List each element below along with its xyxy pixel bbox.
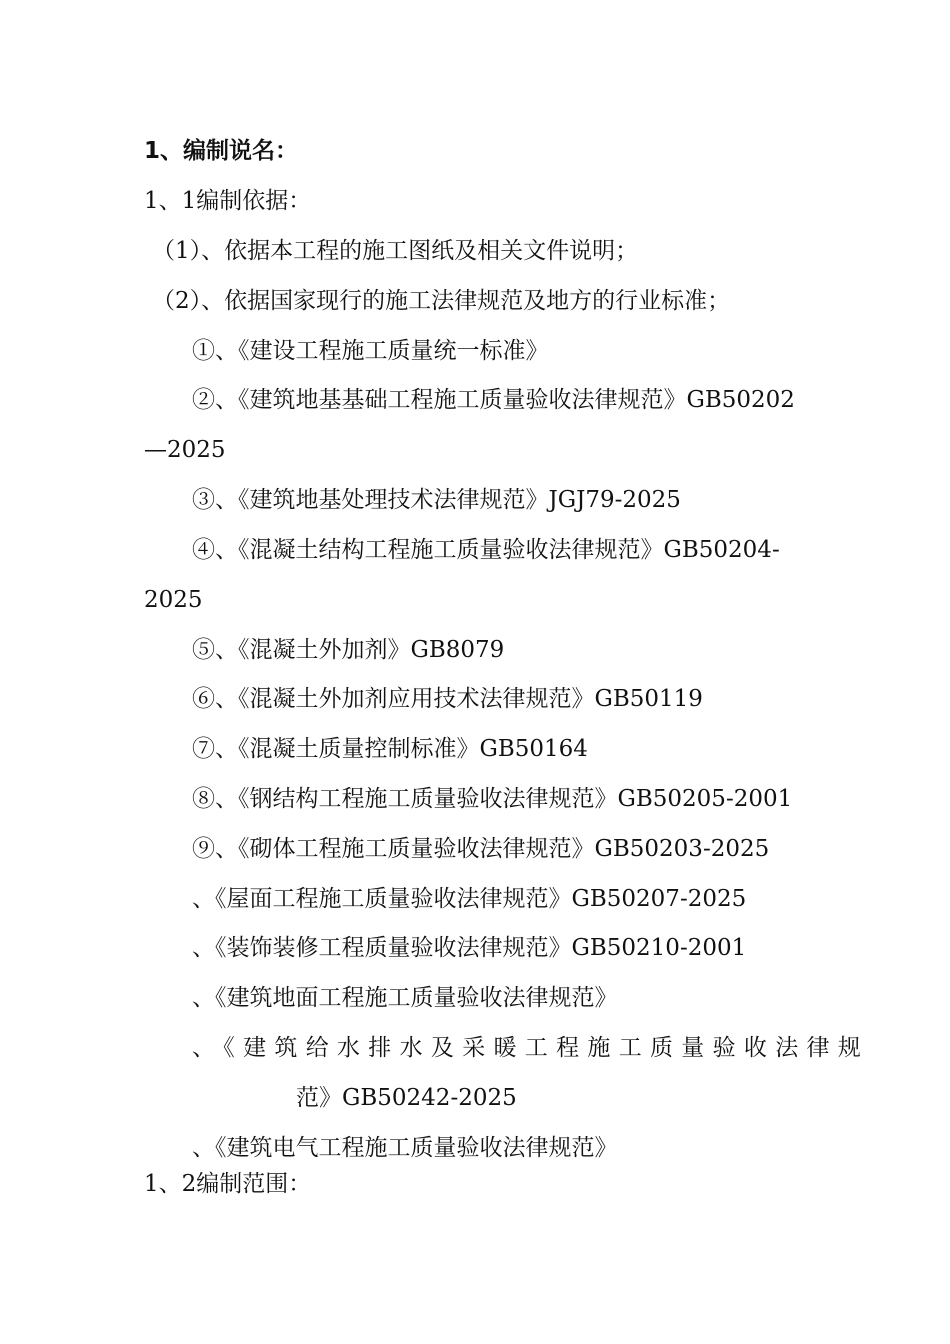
standard-item-13-continuation: 范》GB50242-2025 bbox=[296, 1085, 517, 1111]
section-heading: 1、编制说名： bbox=[144, 138, 299, 164]
standard-item-12: 、《建筑地面工程施工质量验收法律规范》 bbox=[192, 985, 618, 1011]
standard-item-11: 、《装饰装修工程质量验收法律规范》GB50210-2001 bbox=[192, 935, 747, 961]
standard-item-13: 、《建筑给水排水及采暖工程施工质量验收法律规 bbox=[192, 1035, 870, 1061]
standard-item-6: ⑥、《混凝土外加剂应用技术法律规范》GB50119 bbox=[192, 686, 703, 712]
standard-item-2-continuation: —2025 bbox=[144, 437, 226, 463]
standard-item-5: ⑤、《混凝土外加剂》GB8079 bbox=[192, 637, 505, 663]
standard-item-8: ⑧、《钢结构工程施工质量验收法律规范》GB50205-2001 bbox=[192, 786, 793, 812]
basis-title: 1、1编制依据： bbox=[144, 188, 312, 214]
standard-item-3: ③、《建筑地基处理技术法律规范》JGJ79-2025 bbox=[192, 487, 681, 513]
standard-item-7: ⑦、《混凝土质量控制标准》GB50164 bbox=[192, 736, 588, 762]
standard-item-10: 、《屋面工程施工质量验收法律规范》GB50207-2025 bbox=[192, 886, 747, 912]
basis-item-1: （1）、依据本工程的施工图纸及相关文件说明； bbox=[152, 238, 639, 264]
standard-item-4-continuation: 2025 bbox=[144, 587, 203, 613]
standard-item-1: ①、《建设工程施工质量统一标准》 bbox=[192, 338, 549, 364]
standard-item-9: ⑨、《砌体工程施工质量验收法律规范》GB50203-2025 bbox=[192, 836, 770, 862]
scope-title: 1、2编制范围： bbox=[144, 1171, 312, 1197]
standard-item-4: ④、《混凝土结构工程施工质量验收法律规范》GB50204- bbox=[192, 537, 780, 563]
standard-item-14: 、《建筑电气工程施工质量验收法律规范》 bbox=[192, 1135, 618, 1161]
basis-item-2: （2）、依据国家现行的施工法律规范及地方的行业标准； bbox=[152, 288, 731, 314]
standard-item-2: ②、《建筑地基基础工程施工质量验收法律规范》GB50202 bbox=[192, 387, 795, 413]
